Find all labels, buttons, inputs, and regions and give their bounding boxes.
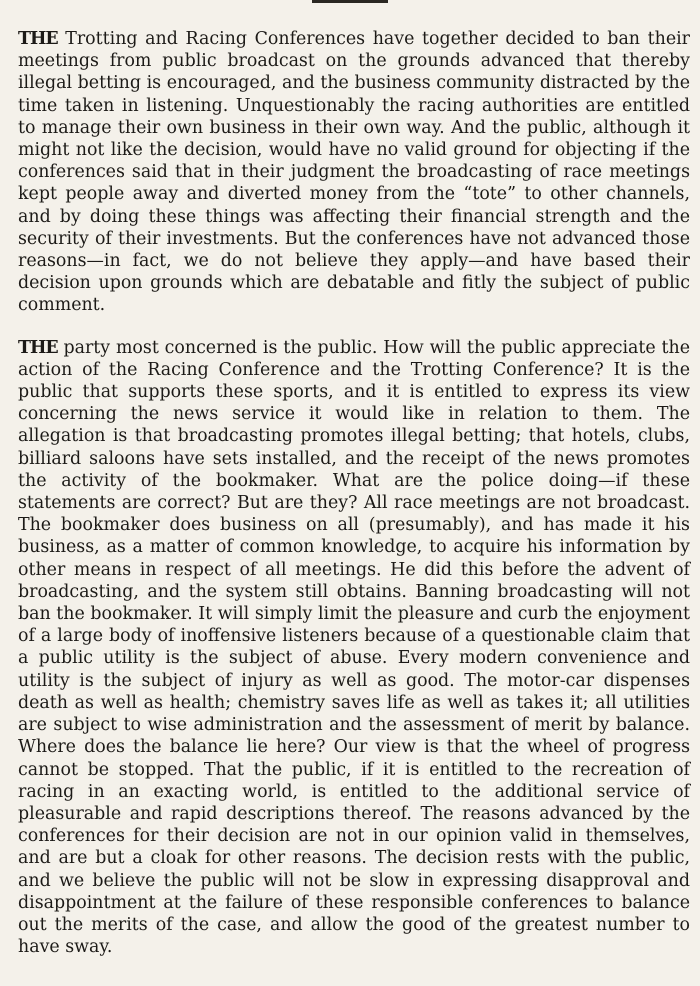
top-rule: [312, 0, 388, 3]
paragraph-2-lead: THE: [18, 337, 58, 358]
editorial-article: [18, 28, 690, 958]
paragraph-1-lead: THE: [18, 29, 58, 49]
paragraph-2: [18, 337, 690, 959]
paragraph-1: [18, 28, 690, 317]
paragraph-1-text: Trotting and Racing Conferences have together decided to ban their meetings from public broadcast on the grounds advanced that thereby illegal betting is encouraged, and the business community distracted by the time taken in listening. Unquestionably the racing authorities are entitled to manage their own business in their own way. And the public, although it might not like the decision, would have no valid ground for objecting if the conferences said that in their judgment the broadcasting of race meetings kept people away and diverted money from the “tote” to other channels, and by doing these things was affecting their financial strength and the security of their investments. But the conferences have not advanced those reasons—in fact, we do not believe they apply—and have based their decision upon grounds which are debatable and fitly the subject of public comment.: [18, 29, 690, 316]
paragraph-2-text: party most concerned is the public. How will the public appreciate the action of the Racing Conference and the Trotting Conference? It is the public that supports these sports, and it is entitled to express its view concerning the news service it would like in relation to them. The allegation is that broadcasting promotes illegal betting; that hotels, clubs, billiard saloons have sets installed, and the receipt of the news promotes the activity of the bookmaker. What are the police doing—if these statements are correct? But are they? All race meetings are not broadcast. The bookmaker does business on all (presumably), and has made it his business, as a matter of common knowledge, to acquire his information by other means in respect of all meetings. He did this before the advent of broadcasting, and the system still obtains. Banning broadcasting will not ban the bookmaker. It will simply limit the pleasure and curb the enjoyment of a large body of inoffensive listeners because of a questionable claim that a public utility is the subject of abuse. Every modern convenience and utility is the subject of injury as well as good. The motor-car dispenses death as well as health; chemistry saves life as well as takes it; all utilities are subject to wise administration and the assessment of merit by balance. Where does the balance lie here? Our view is that the wheel of progress cannot be stopped. That the public, if it is entitled to the recreation of racing in an exacting world, is entitled to the additional service of pleasurable and rapid descriptions thereof. The reasons advanced by the conferences for their decision are not in our opinion valid in themselves, and are but a cloak for other reasons. The decision rests with the public, and we believe the public will not be slow in expressing disapproval and disappointment at the failure of these responsible conferences to balance out the merits of the case, and allow the good of the greatest number to have sway.: [18, 337, 690, 958]
